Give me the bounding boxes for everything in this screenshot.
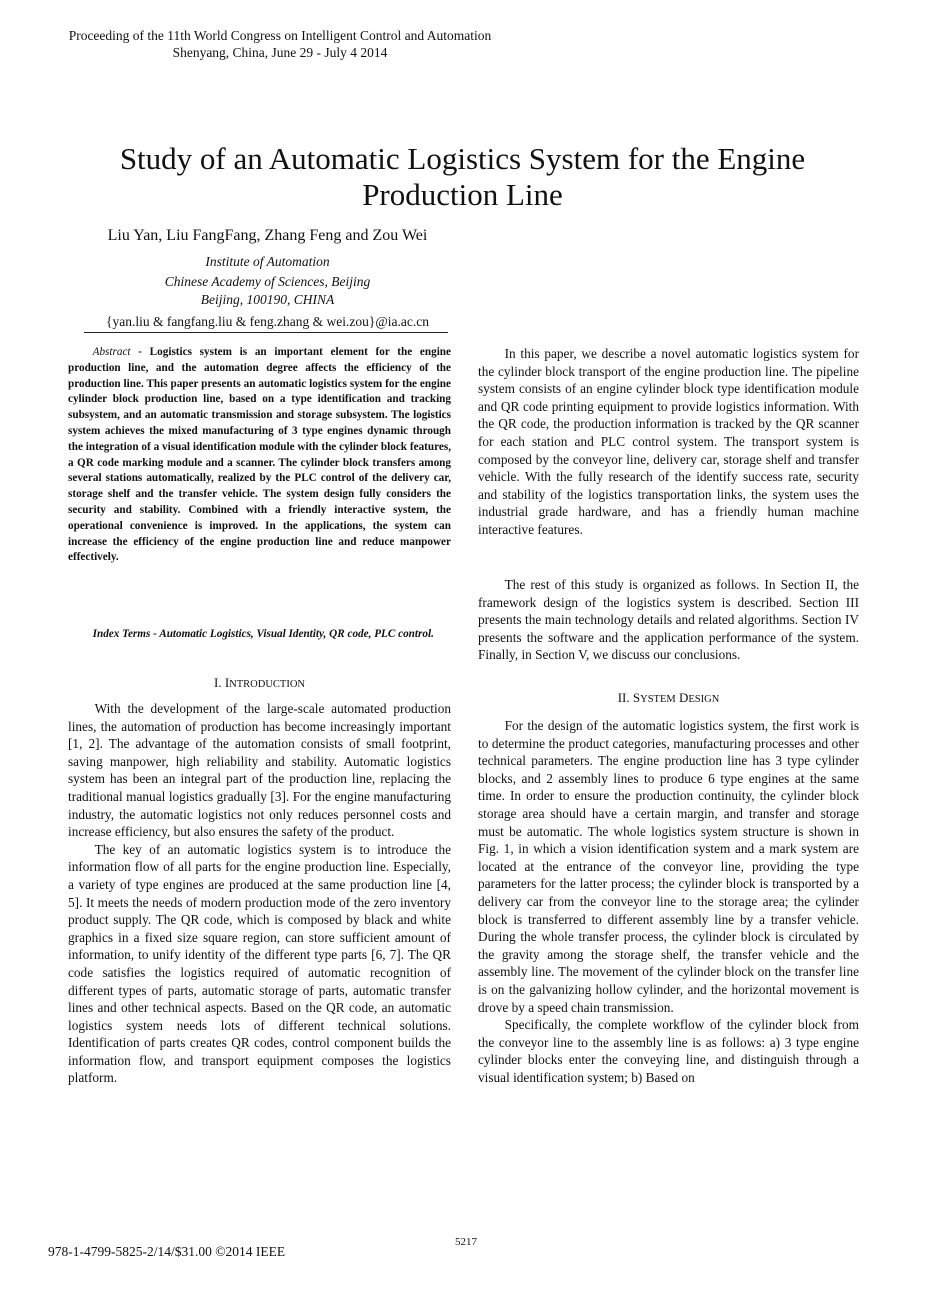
section-heading-system-design	[478, 690, 859, 706]
paragraph: With the development of the large-scale automated production lines, the automation of production has become increasingly important [1, 2]. The advantage of the automation consists of small footprint, saving manpower, high reliability and stability. Automatic logistics system has been an integral part of the production line, replacing the traditional manual logistics gradually [3]. For the engine manufacturing industry, the automatic logistics not only reduces personnel costs and increase efficiency, but also ensures the safety of the product.	[68, 701, 451, 840]
copyright-notice: 978-1-4799-5825-2/14/$31.00 ©2014 IEEE	[48, 1244, 286, 1259]
abstract-label: Abstract	[92, 346, 131, 358]
section-heading-rest: ESIGN	[688, 694, 720, 705]
index-terms-label: Index Terms	[92, 628, 151, 640]
section-initial: D	[678, 690, 689, 705]
abstract-text: - Logistics system is an important element for the engine production line, and the automation degree affects the efficiency of the production line. This paper presents an automatic logistics system for the engine cylinder block production line, based on a type identification and tracking subsystem, and an automatic transmission and storage subsystem. The logistics system achieves the mixed manufacturing of 3 type engines dynamic through the integration of a visual identification module with the cylinder block features, a QR code marking module and a scanner. The cylinder block transfers among several stations automatically, realized by the PLC control of the delivery car, storage shelf and the transfer vehicle. The system design fully considers the security and stability. Combined with a friendly interactive system, the operational convenience is improved. In the applications, the system can increase the efficiency of the engine production line and reduce manpower effectively.	[68, 346, 451, 564]
author-email[interactable]: {yan.liu & fangfang.liu & feng.zhang & wei.zou}@ia.ac.cn	[105, 314, 430, 329]
authors: Liu Yan, Liu FangFang, Zhang Feng and Zou Wei	[107, 227, 428, 244]
email-underline	[84, 332, 448, 333]
index-terms-text: - Automatic Logistics, Visual Identity, QR code, PLC control.	[150, 628, 434, 640]
paragraph: The rest of this study is organized as follows. In Section II, the framework design of the logistics system is described. Section III presents the main technology details and related algorithms. Section IV presents the software and the application performance of the system. Finally, in Section V, we discuss our conclusions.	[478, 577, 859, 663]
paper-title-line-2: Production Line	[362, 177, 563, 212]
paragraph: In this paper, we describe a novel automatic logistics system for the cylinder block transport of the engine production line. The pipeline system consists of an engine cylinder block type identification module and QR code printing equipment to provide logistics information. With the QR code, the production information is tracked by the QR scanner for each station and PLC control system. The transport system is composed by the conveyor line, delivery car, storage shelf and transfer vehicle. With the fully research of the identify success rate, security and stability of the logistics transportation links, the system uses the industrial grade hardware, and has a friendly human machine interactive features.	[478, 346, 859, 537]
affiliation-academy: Chinese Academy of Sciences, Beijing	[164, 274, 371, 289]
section-number: I.	[213, 675, 225, 690]
affiliation-institute: Institute of Automation	[205, 254, 330, 269]
proceedings-line-2: Shenyang, China, June 29 - July 4 2014	[172, 45, 388, 60]
section-heading-introduction	[68, 675, 451, 691]
affiliation-address: Beijing, 100190, CHINA	[200, 292, 335, 307]
section-number: II.	[617, 690, 633, 705]
page-number: 5217	[455, 1236, 477, 1248]
section-initial: I	[224, 675, 230, 690]
paragraph: For the design of the automatic logistics system, the first work is to determine the product categories, manufacturing processes and other technical parameters. The engine production line has 3 type cylinder blocks, and 2 assembly lines to produce 6 type engines at the same time. In order to ensure the production continuity, the cylinder block storage area should have a certain margin, and transfer and storage must be automatic. The whole logistics system structure is shown in Fig. 1, in which a vision identification system and a mark system are located at the entrance of the conveyor line, providing the type parameters for the latter process; the cylinder block is transported by a delivery car from the conveyor line to the storage area; the cylinder block is transferred to different assembly line by a transfer vehicle. During the whole transfer process, the cylinder block is circulated by the gravity among the storage shelf, the transfer vehicle and the assembly line. The movement of the cylinder block on the transfer line is on the galvanizing hollow cylinder, and the horizontal movement is drove by a speed chain transmission.	[478, 718, 859, 1015]
section-heading-rest: YSTEM	[640, 694, 676, 705]
introduction-body	[68, 700, 451, 1087]
system-design-body	[478, 717, 859, 1086]
right-intro-paragraph-2	[478, 576, 859, 664]
paper-title-line-1: Study of an Automatic Logistics System for the Engine	[119, 141, 806, 176]
abstract	[68, 345, 451, 566]
section-heading-rest: NTRODUCTION	[229, 679, 305, 690]
proceedings-line-1: Proceeding of the 11th World Congress on Intelligent Control and Automation	[68, 28, 492, 43]
section-initial: S	[632, 690, 641, 705]
right-intro-paragraph-1	[478, 345, 859, 539]
paragraph: Specifically, the complete workflow of the cylinder block from the conveyor line to the assembly line is as follows: a) 3 type engine cylinder blocks enter the conveying line, and distinguish through a visual identification system; b) Based on	[478, 1017, 859, 1085]
index-terms	[68, 627, 451, 643]
paragraph: The key of an automatic logistics system is to introduce the information flow of all parts for the engine production line. Especially, a variety of type engines are produced at the same production line [4, 5]. It meets the needs of modern production mode of the zero inventory product supply. The QR code, which is composed by black and white graphics in a fixed size square region, can store sufficient amount of information, to unify identity of the different type parts [6, 7]. The QR code satisfies the logistics required of automatic recognition of different types of parts, automatic storage of parts, automatic transfer lines and other technical aspects. Based on the QR code, an automatic logistics system needs lots of different technical solutions. Identification of parts creates QR codes, control component builds the information flow, and transport equipment composes the logistics platform.	[68, 841, 451, 1086]
